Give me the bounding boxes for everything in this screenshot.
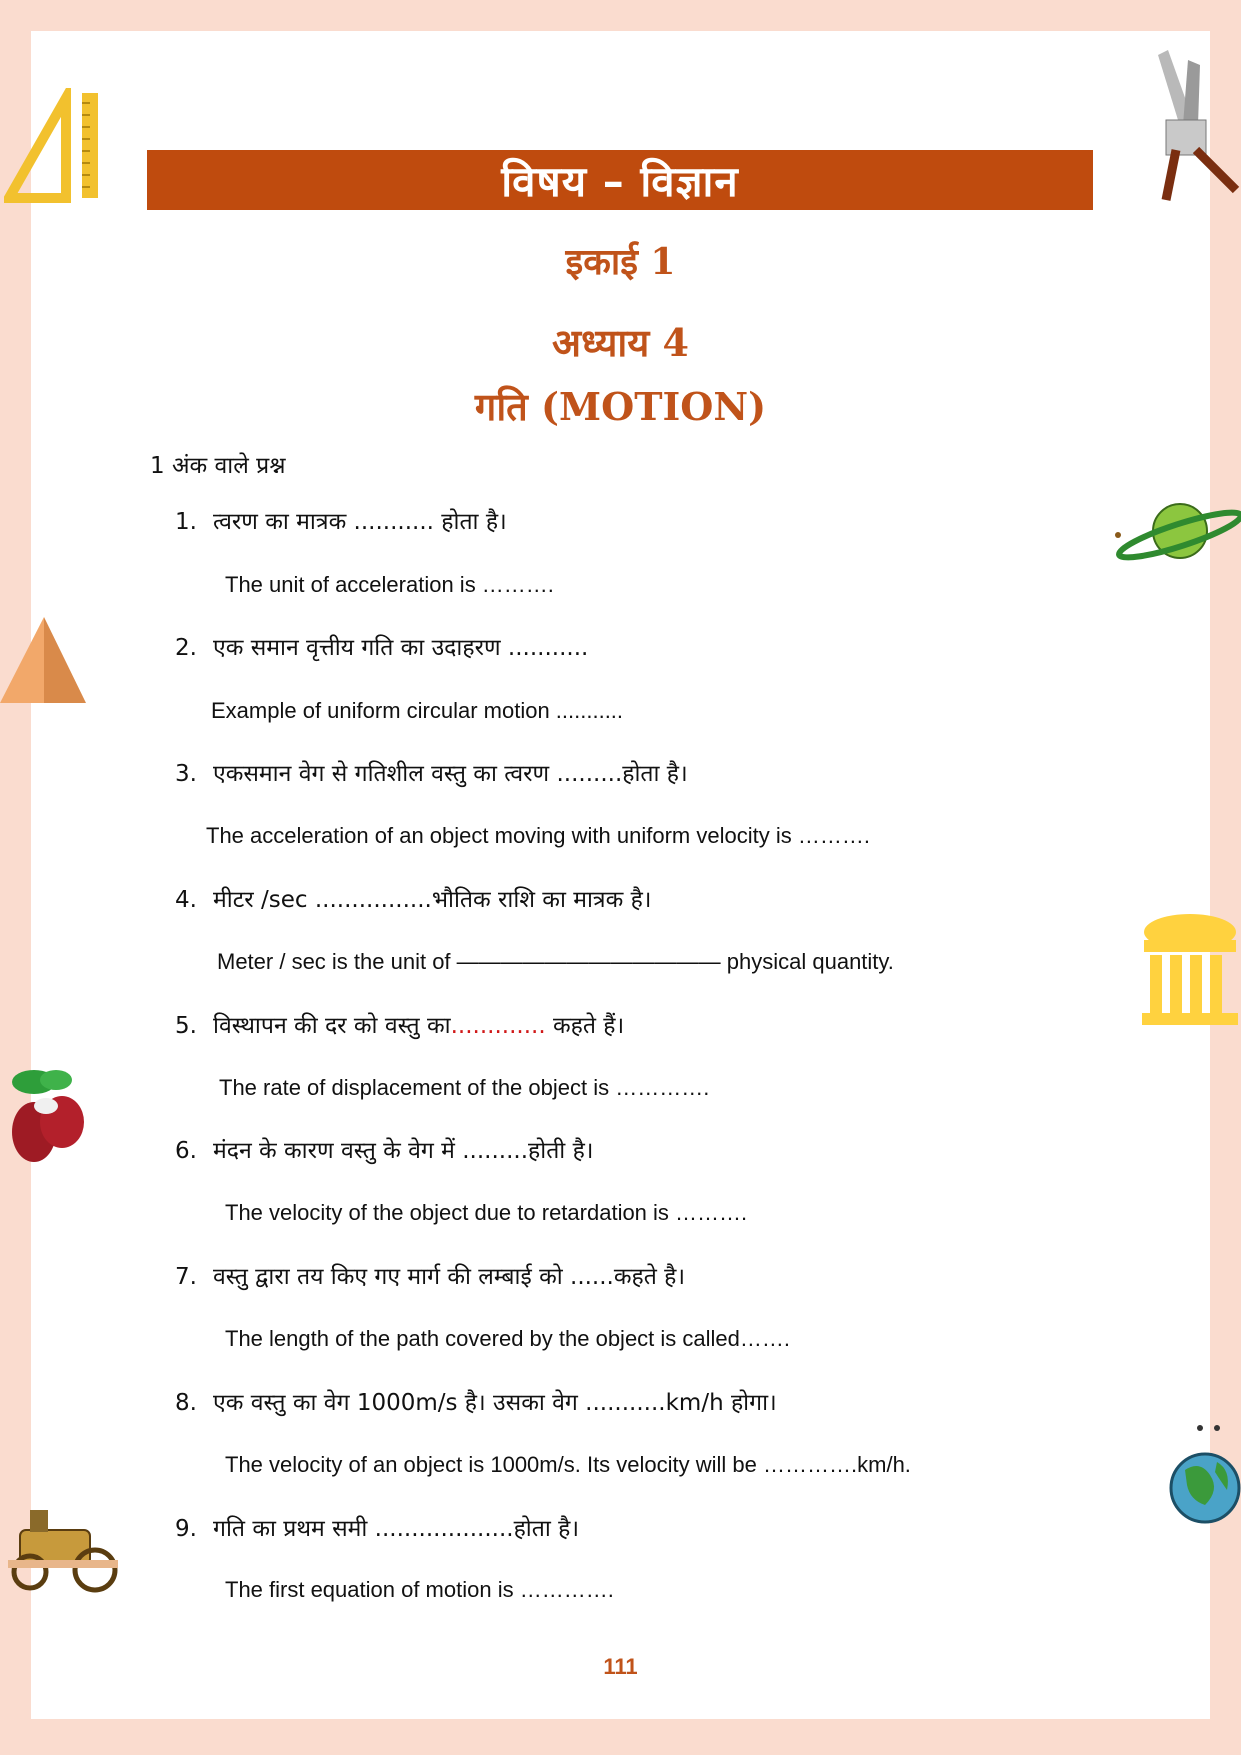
- question-4: [175, 882, 652, 914]
- question-5: [175, 1008, 624, 1040]
- question-hindi-pre: विस्थापन की दर को वस्तु का: [213, 1013, 451, 1039]
- question-hindi: वस्तु द्वारा तय किए गए मार्ग की लम्बाई को ......कहते है।: [213, 1264, 686, 1290]
- question-number: 6.: [175, 1138, 197, 1164]
- question-1-english: The unit of acceleration is ……….: [225, 572, 554, 597]
- subject-banner: [147, 150, 1093, 210]
- question-hindi: एक वस्तु का वेग 1000m/s है। उसका वेग ...........km/h होगा।: [213, 1390, 777, 1416]
- wire-cutter-icon: [1148, 50, 1240, 205]
- question-number: 8.: [175, 1390, 197, 1416]
- question-6-english: The velocity of the object due to retardation is ……….: [225, 1200, 748, 1225]
- question-hindi-post: कहते हैं।: [545, 1013, 625, 1039]
- question-2: [175, 630, 588, 662]
- question-5-english: The rate of displacement of the object is ………….: [219, 1075, 710, 1100]
- question-2-english: Example of uniform circular motion ...........: [211, 698, 624, 723]
- question-4-english: Meter / sec is the unit of ———————————— physical quantity.: [217, 949, 894, 974]
- question-hindi: एक समान वृत्तीय गति का उदाहरण ...........: [213, 635, 589, 661]
- question-hindi: त्वरण का मात्रक ........... होता है।: [213, 509, 507, 535]
- pyramid-icon: [0, 615, 88, 705]
- question-hindi: मीटर /sec ................भौतिक राशि का मात्रक है।: [213, 887, 652, 913]
- unit-heading: इकाई 1: [565, 241, 676, 283]
- question-hindi: मंदन के कारण वस्तु के वेग में .........होती है।: [213, 1138, 594, 1164]
- answer-blank: .............: [450, 1013, 546, 1039]
- question-1: [175, 504, 507, 536]
- banner-title: विषय – विज्ञान: [501, 156, 739, 206]
- greek-temple-icon: [1138, 910, 1241, 1030]
- question-number: 5.: [175, 1013, 197, 1039]
- question-3-english: The acceleration of an object moving with uniform velocity is ……….: [206, 823, 870, 848]
- question-number: 3.: [175, 761, 197, 787]
- beans-plant-icon: [4, 1060, 92, 1170]
- question-9: [175, 1511, 579, 1543]
- chapter-heading: अध्याय 4: [552, 320, 689, 365]
- question-6: [175, 1133, 594, 1165]
- question-hindi: एकसमान वेग से गतिशील वस्तु का त्वरण .........होता है।: [213, 761, 688, 787]
- question-3: [175, 756, 688, 788]
- earth-globe-icon: [1165, 1420, 1241, 1530]
- question-7: [175, 1259, 685, 1291]
- ruler-triangle-icon: [4, 88, 104, 203]
- page-number: 111: [603, 1654, 638, 1679]
- question-number: 4.: [175, 887, 197, 913]
- question-8: [175, 1385, 777, 1417]
- question-hindi: गति का प्रथम समी ...................होता है।: [213, 1516, 580, 1542]
- question-7-english: The length of the path covered by the object is called…….: [225, 1326, 790, 1351]
- planet-saturn-icon: [1110, 495, 1241, 570]
- chapter-title: गति (MOTION): [474, 384, 767, 429]
- question-number: 7.: [175, 1264, 197, 1290]
- question-number: 9.: [175, 1516, 197, 1542]
- question-number: 2.: [175, 635, 197, 661]
- question-number: 1.: [175, 509, 197, 535]
- question-9-english: The first equation of motion is ………….: [225, 1577, 614, 1602]
- steam-car-icon: [0, 1500, 125, 1600]
- question-8-english: The velocity of an object is 1000m/s. Its velocity will be ………….km/h.: [225, 1452, 911, 1477]
- section-label: 1 अंक वाले प्रश्न: [150, 453, 286, 479]
